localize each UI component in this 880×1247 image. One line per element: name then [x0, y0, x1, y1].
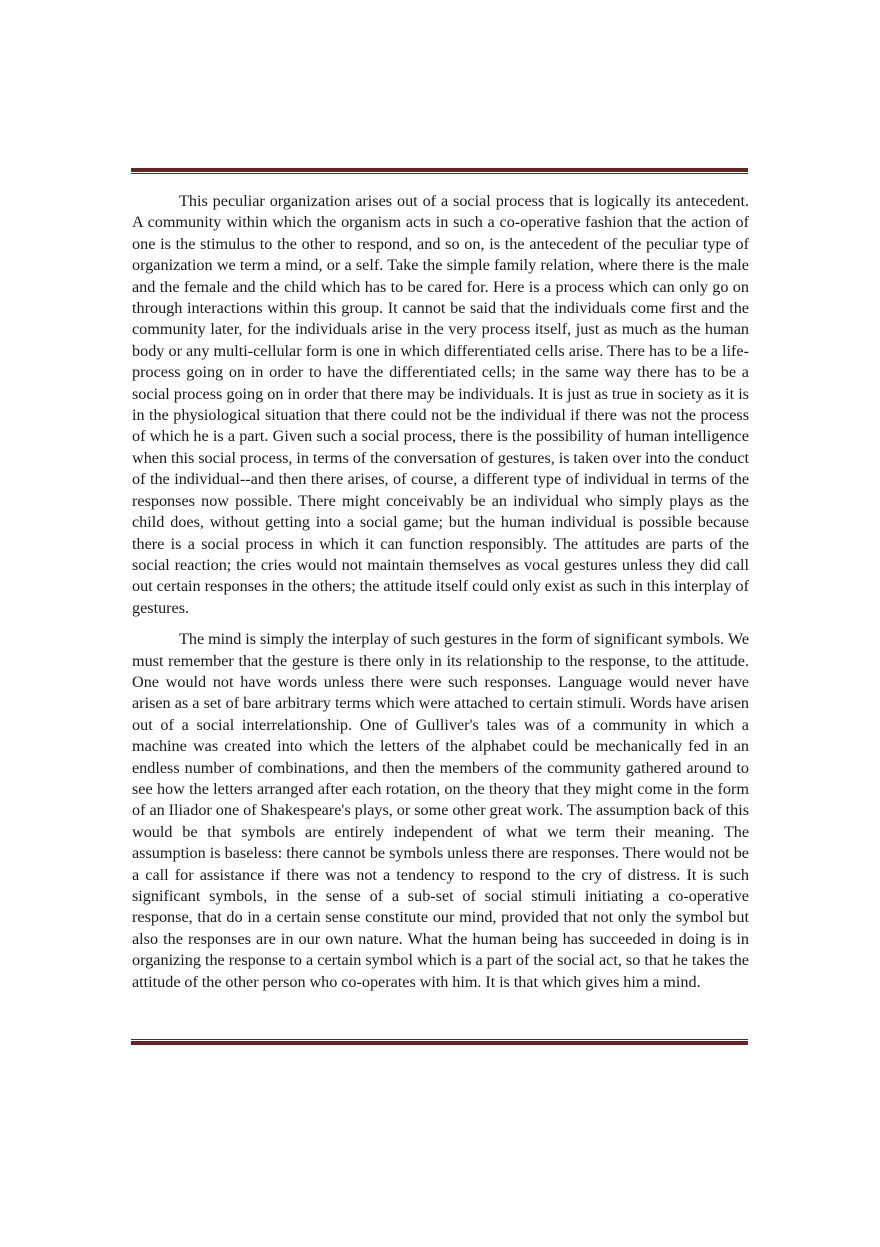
top-divider-thin-line — [131, 173, 748, 174]
bottom-divider-rule — [131, 1039, 748, 1045]
top-divider-rule — [131, 168, 748, 174]
paragraph-1: This peculiar organization arises out of a social process that is logically its antecedent. A community within which the organism acts in such a co-operative fashion that the action of one is the stimulus to the other to respond, and so on, is the antecedent of the peculiar type of organization we term a mind, or a self. Take the simple family relation, where there is the male and the female and the child which has to be cared for. Here is a process which can only go on through interactions within this group. It cannot be said that the individuals come first and the community later, for the individuals arise in the very process itself, just as much as the human body or any multi-cellular form is one in which differentiated cells arise. There has to be a life-process going on in order to have the differentiated cells; in the same way there has to be a social process going on in order that there may be individuals. It is just as true in society as it is in the physiological situation that there could not be the individual if there was not the process of which he is a part. Given such a social process, there is the possibility of human intelligence when this social process, in terms of the conversation of gestures, is taken over into the conduct of the individual--and then there arises, of course, a different type of individual in terms of the responses now possible. There might conceivably be an individual who simply plays as the child does, without getting into a social game; but the human individual is possible because there is a social process in which it can function responsibly. The attitudes are parts of the social reaction; the cries would not maintain themselves as vocal gestures unless they did call out certain responses in the others; the attitude itself could only exist as such in this interplay of gestures. — [132, 192, 749, 617]
bottom-divider-thick-line — [131, 1041, 748, 1045]
paragraph-2: The mind is simply the interplay of such gestures in the form of significant symbols. We must remember that the gesture is there only in its relationship to the response, to the attitude. One would not have words unless there were such responses. Language would never have arisen as a set of bare arbitrary terms which were attached to certain stimuli. Words have arisen out of a social interrelationship. One of Gulliver's tales was of a community in which a machine was created into which the letters of the alphabet could be mechanically fed in an endless number of combinations, and then the members of the community gathered around to see how the letters arranged after each rotation, on the theory that they might come in the form of an Iliador one of Shakespeare's plays, or some other great work. The assumption back of this would be that symbols are entirely independent of what we term their meaning. The assumption is baseless: there cannot be symbols unless there are responses. There would not be a call for assistance if there was not a tendency to respond to the cry of distress. It is such significant symbols, in the sense of a sub-set of social stimuli initiating a co-operative response, that do in a certain sense constitute our mind, provided that not only the symbol but also the responses are in our own nature. What the human being has succeeded in doing is in organizing the response to a certain symbol which is a part of the social act, so that he takes the attitude of the other person who co-operates with him. It is that which gives him a mind. — [132, 630, 749, 991]
page-body — [132, 191, 749, 993]
